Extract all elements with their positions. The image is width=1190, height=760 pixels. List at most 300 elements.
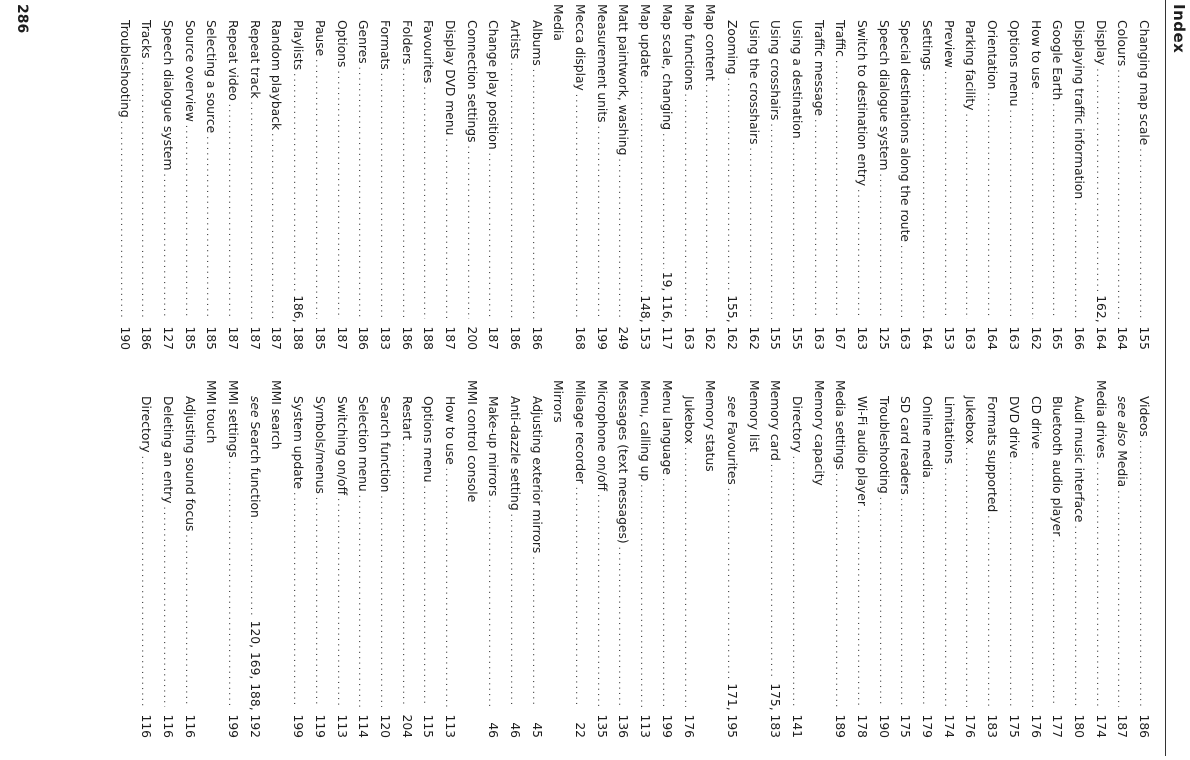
dot-leader [285, 73, 307, 292]
dot-leader [893, 498, 915, 707]
index-entry-label: Albums [529, 20, 544, 66]
index-entry [568, 4, 590, 350]
index-entry-label: Map scale, changing [659, 4, 674, 131]
index-entry-page: 120, 169, 188, 192 [247, 620, 262, 738]
dot-leader [828, 473, 850, 707]
dot-leader [958, 447, 980, 707]
dot-leader [1110, 69, 1132, 319]
index-entry-label: Special destinations along the route [898, 20, 913, 242]
index-entry-page: 163 [811, 326, 826, 350]
index-entry-label: Settings [920, 20, 935, 71]
index-entry [373, 4, 395, 350]
index-entry-page: 153 [941, 326, 956, 350]
index-entry-label: Deleting an entry [161, 396, 176, 504]
dot-leader [936, 467, 958, 707]
index-entry-label: Repeat video [226, 20, 241, 101]
index-entry-label: Connection settings [464, 20, 479, 143]
index-entry [395, 4, 417, 350]
dot-leader [372, 495, 394, 707]
index-entry [287, 380, 309, 738]
index-entry [959, 380, 981, 738]
dot-leader [155, 173, 177, 319]
index-entry [178, 4, 200, 350]
index-entry-page: 186 [508, 326, 523, 350]
index-entry-label: Speech dialogue system [161, 20, 176, 171]
index-entry [287, 4, 309, 350]
index-entry [417, 4, 439, 350]
dot-leader [329, 70, 351, 319]
index-entry [612, 380, 634, 738]
dot-leader [632, 80, 654, 292]
index-entry [438, 380, 460, 738]
index-entry [503, 4, 525, 350]
index-entry [352, 380, 374, 738]
index-entry-page: 163 [855, 326, 870, 350]
index-entry [634, 4, 656, 350]
index-entry-page: 125 [876, 326, 891, 350]
index-entry [1046, 380, 1068, 738]
index-entry [981, 4, 1003, 350]
index-entry-label: Parking facility [963, 20, 978, 111]
index-entry-page: 186, 188 [291, 295, 306, 350]
index-entry-label: Google Earth [1050, 20, 1065, 101]
index-entry-page: 164 [920, 326, 935, 350]
index-entry [807, 380, 829, 738]
index-entry-page: 116 [139, 714, 154, 738]
index-entry [243, 4, 265, 350]
index-entry-page: 46 [508, 722, 523, 738]
dot-leader [632, 484, 654, 707]
index-entry-page: 175, 183 [768, 683, 783, 738]
dot-leader [394, 67, 416, 319]
index-entry-label: MMI touch [204, 380, 219, 444]
dot-leader [806, 119, 828, 319]
index-entry-label: Troubleshooting [876, 396, 891, 494]
index-entry [1132, 4, 1154, 350]
index-entry-page: 22 [573, 722, 588, 738]
index-entry-page: 189 [833, 714, 848, 738]
header-rule [1165, 0, 1166, 756]
index-entry-page: 174 [1093, 714, 1108, 738]
index-entry [959, 4, 981, 350]
index-entry-page: 204 [399, 714, 414, 738]
index-entry-label: How to use [1028, 20, 1043, 89]
index-entry-label: Zooming [724, 20, 739, 75]
index-entry-page: 199 [659, 714, 674, 738]
dot-leader [763, 464, 785, 680]
index-entry-page: 164 [1115, 326, 1130, 350]
dot-leader [871, 173, 893, 319]
index-entry-page: 116 [161, 714, 176, 738]
index-entry [330, 4, 352, 350]
index-entry-page: 155 [1137, 326, 1151, 350]
index-entry-page: 166 [1071, 326, 1086, 350]
index-entry [1132, 380, 1154, 738]
dot-leader [979, 515, 1001, 707]
dot-leader [1045, 539, 1067, 707]
index-entry-page: 186 [399, 326, 414, 350]
index-entry [1111, 380, 1133, 738]
index-entry-label: Adjusting sound focus [182, 396, 197, 532]
index-entry-page: 187 [247, 326, 262, 350]
dot-leader [1131, 440, 1153, 707]
index-entry [135, 380, 157, 738]
index-entry-label: Media [551, 4, 566, 41]
dot-leader [567, 94, 589, 319]
dot-leader [914, 73, 936, 319]
index-entry-label: Search function [377, 396, 392, 493]
index-entry-label: Formats supported [985, 396, 1000, 513]
index-entry-label: Map functions [681, 4, 696, 91]
index-entry [1111, 4, 1133, 350]
dot-leader [416, 86, 438, 319]
index-entry-label: see also Media [1115, 396, 1130, 488]
index-entry [937, 4, 959, 350]
index-entry [590, 4, 612, 350]
index-entry-label: Orientation [985, 20, 1000, 90]
index-entry [1002, 4, 1024, 350]
index-entry-page: 186 [1137, 714, 1151, 738]
dot-leader [676, 94, 698, 320]
dot-leader [784, 142, 806, 319]
dot-leader [220, 461, 242, 707]
dot-leader [654, 478, 676, 707]
index-entry-page: 162 [1028, 326, 1043, 350]
index-entry-page: 249 [616, 326, 631, 350]
dot-leader [958, 113, 980, 319]
dot-leader [459, 146, 481, 319]
index-entry [482, 380, 504, 738]
index-entry-label: Memory card [768, 380, 783, 461]
index-entry-label: Symbols/menus [312, 396, 327, 494]
index-entry [764, 4, 786, 350]
index-entry [308, 380, 330, 738]
dot-leader [698, 84, 720, 319]
index-entry-label: Repeat track [247, 20, 262, 99]
index-entry [438, 4, 460, 350]
index-entry [373, 380, 395, 738]
dot-leader [112, 121, 134, 319]
dot-leader [611, 547, 633, 707]
index-entry-label: Favourites [421, 20, 436, 84]
index-entry-label: Change play position [486, 20, 501, 150]
index-entry-page: 163 [1006, 326, 1021, 350]
dot-leader [654, 133, 676, 269]
index-entry [1067, 4, 1089, 350]
index-entry-label: CD drive [1028, 396, 1043, 450]
index-entry-page: 162, 164 [1093, 295, 1108, 350]
dot-leader [936, 71, 958, 319]
index-entry-label: Options [334, 20, 349, 68]
dot-leader [611, 158, 633, 319]
index-entry [677, 4, 699, 350]
index-entry-page: 187 [269, 326, 284, 350]
index-entry [655, 4, 677, 350]
index-entry-label: Restart [399, 396, 414, 441]
dot-leader [134, 456, 156, 707]
index-entry [178, 380, 200, 738]
index-entry-page: 190 [117, 326, 132, 350]
index-entry-page: 190 [876, 714, 891, 738]
index-entry [720, 4, 742, 350]
index-entry [1046, 4, 1068, 350]
index-entry [352, 4, 374, 350]
index-entry-label: Colours [1115, 20, 1130, 67]
index-entry-label: Selecting a source [204, 20, 219, 134]
index-entry [590, 380, 612, 738]
dot-leader [849, 509, 871, 707]
index-entry-label: Playlists [291, 20, 306, 71]
dot-leader [1001, 461, 1023, 707]
index-entry [243, 380, 265, 738]
index-entry [200, 4, 222, 350]
dot-leader [177, 534, 199, 707]
index-entry-page: 119 [312, 714, 327, 738]
index-entry-page: 171, 195 [724, 683, 739, 738]
index-entry-page: 186 [356, 326, 371, 350]
dot-leader [134, 62, 156, 319]
index-entry-label: Anti-dazzle setting [508, 396, 523, 511]
index-entry-page: 185 [182, 326, 197, 350]
index-entry [135, 4, 157, 350]
dot-leader [242, 521, 264, 618]
dot-leader [524, 69, 546, 319]
index-entry [547, 4, 569, 350]
index-entry [460, 380, 482, 738]
index-entry-label: Memory list [746, 380, 761, 452]
index-entry-page: 155 [768, 326, 783, 350]
index-entry-page: 187 [1115, 714, 1130, 738]
dot-leader [416, 486, 438, 708]
dot-leader [220, 104, 242, 319]
index-entry [872, 380, 894, 738]
index-entry-page: 163 [963, 326, 978, 350]
index-entry [850, 380, 872, 738]
dot-leader [199, 136, 221, 319]
dot-leader [1023, 92, 1045, 319]
index-entry-label: Changing map scale [1137, 20, 1151, 146]
index-entry-page: 113 [443, 714, 457, 738]
index-entry-label: Memory status [703, 380, 718, 472]
dot-leader [979, 92, 1001, 319]
index-entry-page: 141 [790, 714, 804, 738]
index-entry [1002, 380, 1024, 738]
dot-leader [502, 62, 524, 319]
index-entry [156, 380, 178, 738]
index-entry-page: 135 [594, 714, 609, 738]
index-entry-label: Videos [1137, 396, 1151, 437]
index-entry [785, 380, 807, 738]
index-entry-label: Mileage recorder [573, 380, 588, 484]
index-entry-page: 114 [356, 714, 371, 738]
index-entry-page: 120 [377, 714, 392, 738]
index-entry-page: 113 [638, 714, 653, 738]
index-entry-page: 176 [681, 714, 696, 738]
index-entry-page: 187 [334, 326, 349, 350]
index-entry-label: MMI control console [464, 380, 479, 503]
index-entry-page: 185 [204, 326, 219, 350]
index-entry-label: Menu, calling up [638, 380, 653, 482]
index-entry [265, 4, 287, 350]
dot-leader [589, 494, 611, 707]
index-entry-label: How to use [443, 396, 457, 465]
index-entry-page: 180 [1071, 714, 1086, 738]
dot-leader [242, 102, 264, 320]
index-entry-label: MMI settings [226, 380, 241, 458]
index-entry-label: Measurement units [594, 4, 609, 123]
index-entry-label: Traffic [833, 20, 848, 57]
index-entry-label: Random playback [269, 20, 284, 131]
index-entry [395, 380, 417, 738]
index-entry-page: 175 [898, 714, 913, 738]
index-entry-label: Make-up mirrors [486, 396, 501, 497]
index-entry-page: 176 [963, 714, 978, 738]
index-entry-page: 148, 153 [638, 295, 653, 350]
dot-leader [524, 556, 546, 707]
dot-leader [849, 189, 871, 319]
index-entry-page: 186 [139, 326, 154, 350]
index-entry-page: 113 [334, 714, 349, 738]
index-entry-label: Display [1093, 20, 1108, 66]
index-entry-page: 188 [421, 326, 436, 350]
index-entry-label: Limitations [941, 396, 956, 464]
dot-leader [285, 492, 307, 707]
index-entry-page: 168 [573, 326, 588, 350]
index-entry [330, 380, 352, 738]
index-entry-page: 19, 116, 117 [659, 271, 674, 350]
index-entry-page: 186 [529, 326, 544, 350]
index-entry-page: 46 [486, 722, 501, 738]
index-entry [915, 4, 937, 350]
index-entry [699, 4, 721, 350]
index-entry-label: Directory [790, 396, 804, 453]
dot-leader [828, 60, 850, 319]
index-column-right [24, 380, 1154, 738]
index-entry [807, 4, 829, 350]
index-entry-label: Troubleshooting [117, 20, 132, 118]
index-entry [981, 380, 1003, 738]
dot-leader [307, 59, 329, 319]
index-entry-page: 162 [746, 326, 761, 350]
index-entry-label: SD card readers [898, 396, 913, 495]
index-entry [265, 380, 287, 738]
dot-leader [719, 77, 741, 292]
index-entry [699, 380, 721, 738]
index-entry [568, 380, 590, 738]
index-entry-label: Microphone on/off [594, 380, 609, 491]
index-entry-label: Mecca display [573, 4, 588, 91]
dot-leader [893, 245, 915, 319]
index-entry [937, 380, 959, 738]
index-entry-page: 183 [985, 714, 1000, 738]
dot-leader [567, 487, 589, 707]
index-entry [1089, 4, 1111, 350]
index-entry-page: 176 [1028, 714, 1043, 738]
index-entry-page: 115 [421, 714, 436, 738]
index-entry [1024, 380, 1046, 738]
index-entry-label: Messages (text messages) [616, 380, 631, 544]
index-entry-label: Mirrors [551, 380, 566, 423]
dot-leader [741, 148, 763, 319]
index-entry-label: Switch to destination entry [855, 20, 870, 187]
index-entry-page: 199 [594, 326, 609, 350]
dot-leader [1110, 490, 1132, 707]
dot-leader [763, 123, 785, 319]
dot-leader [1001, 110, 1023, 320]
index-entry-label: Directory [139, 396, 154, 453]
index-entry-label: see Search function [247, 396, 262, 518]
index-entry-label: Map content [703, 4, 718, 81]
dot-leader [437, 138, 459, 319]
index-entry [612, 4, 634, 350]
dot-leader [264, 133, 286, 319]
index-entry [742, 4, 764, 350]
index-entry [503, 380, 525, 738]
index-entry-label: Adjusting exterior mirrors [529, 396, 544, 554]
index-entry-label: Traffic message [811, 20, 826, 117]
dot-leader [437, 468, 459, 707]
index-entry-label: Display DVD menu [443, 20, 457, 136]
index-entry-label: Using a destination [790, 20, 804, 139]
index-entry-label: Folders [399, 20, 414, 65]
dot-leader [155, 507, 177, 707]
index-entry-page: 187 [443, 326, 457, 350]
index-entry-label: Matt paintwork, washing [616, 4, 631, 156]
dot-leader [502, 514, 524, 707]
index-entry-label: Selection menu [356, 396, 371, 492]
index-entry [1089, 380, 1111, 738]
index-entry-page: 45 [529, 722, 544, 738]
dot-leader [719, 488, 741, 680]
index-entry-label: Formats [377, 20, 392, 70]
index-entry [1024, 4, 1046, 350]
index-entry-page: 199 [291, 714, 306, 738]
index-entry-page: 167 [833, 326, 848, 350]
index-entry [829, 4, 851, 350]
index-entry-label: Map update [638, 4, 653, 78]
index-entry-page: 116 [182, 714, 197, 738]
index-entry-label: Jukebox [681, 396, 696, 444]
dot-leader [1045, 103, 1067, 319]
index-entry [460, 4, 482, 350]
index-entry-page: 199 [226, 714, 241, 738]
index-entry-label: DVD drive [1006, 396, 1021, 459]
index-entry [308, 4, 330, 350]
index-entry-label: see Favourites [724, 396, 739, 485]
index-entry-page: 127 [161, 326, 176, 350]
index-entry-label: Options menu [1006, 20, 1021, 107]
index-entry [221, 4, 243, 350]
index-entry-label: Media drives [1093, 380, 1108, 459]
index-entry-page: 165 [1050, 326, 1065, 350]
index-entry-label: Artists [508, 20, 523, 60]
dot-leader [177, 125, 199, 319]
index-entry [482, 4, 504, 350]
index-entry-label: Source overview [182, 20, 197, 122]
index-entry [525, 4, 547, 350]
index-entry-label: Tracks [139, 20, 154, 59]
index-entry-page: 164 [985, 326, 1000, 350]
index-entry [200, 380, 222, 738]
index-entry [417, 380, 439, 738]
index-entry-label: Jukebox [963, 396, 978, 444]
dot-leader [394, 443, 416, 707]
index-entry-label: Using crosshairs [768, 20, 783, 121]
index-entry-label: MMI search [269, 380, 284, 450]
index-entry-label: Pause [312, 20, 327, 57]
index-entry [525, 380, 547, 738]
index-entry-label: System update [291, 396, 306, 490]
